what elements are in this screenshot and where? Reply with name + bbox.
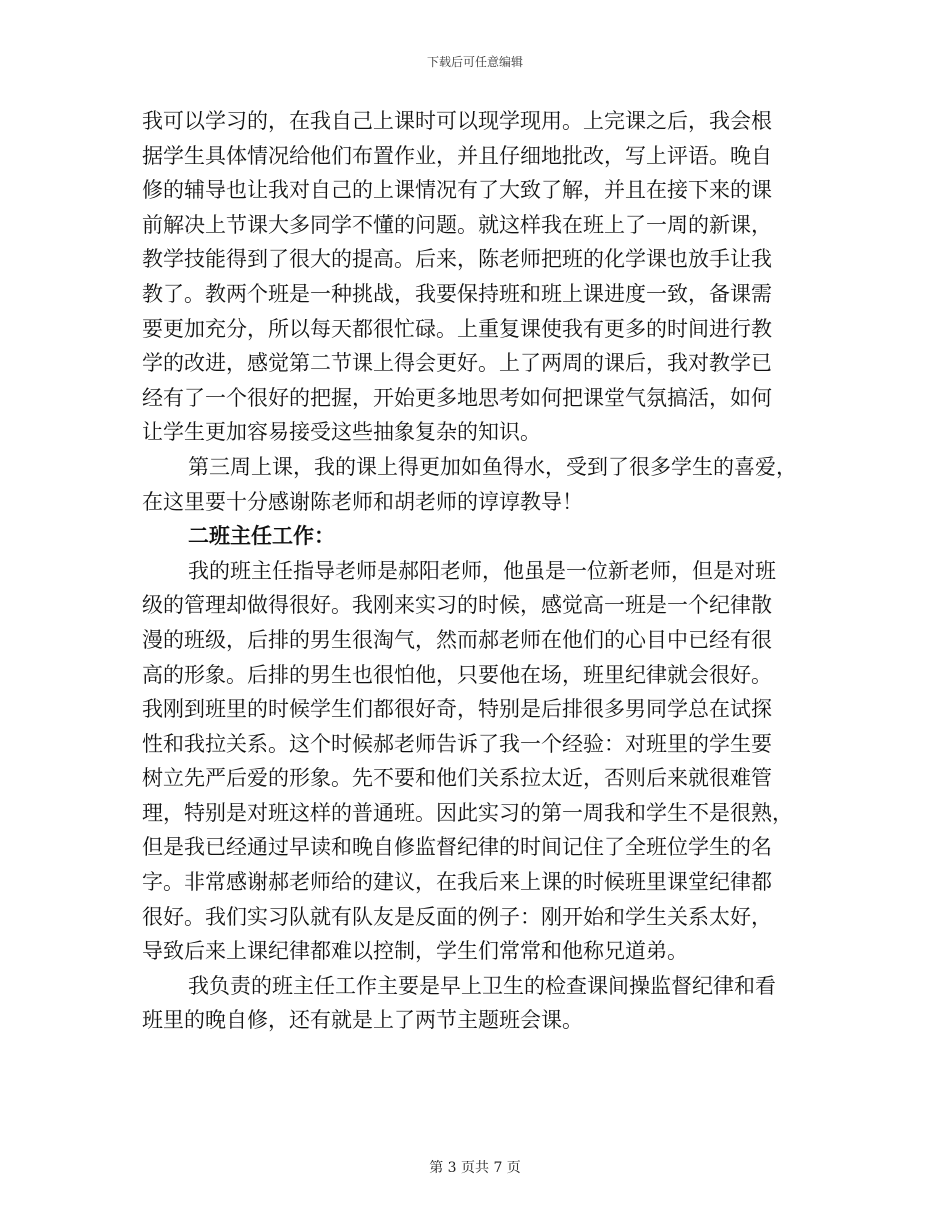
text-line: 性和我拉关系。这个时候郝老师告诉了我一个经验：对班里的学生要	[142, 731, 772, 756]
text-line: 级的管理却做得很好。我刚来实习的时候，感觉高一班是一个纪律散	[142, 593, 772, 618]
body-text	[142, 104, 810, 1038]
text-line: 在这里要十分感谢陈老师和胡老师的谆谆教导！	[142, 489, 583, 514]
text-line: 字。非常感谢郝老师给的建议，在我后来上课的时候班里课堂纪律都	[142, 870, 772, 895]
text-line: 树立先严后爱的形象。先不要和他们关系拉太近，否则后来就很难管	[142, 766, 772, 791]
text-line: 我刚到班里的时候学生们都很好奇，特别是后排很多男同学总在试探	[142, 697, 772, 722]
page-header: 下载后可任意编辑	[426, 55, 523, 69]
page-footer: 第 3 页共 7 页	[429, 1160, 521, 1176]
text-line: 很好。我们实习队就有队友是反面的例子：刚开始和学生关系太好，	[142, 904, 772, 929]
text-line: 第三周上课，我的课上得更加如鱼得水，受到了很多学生的喜爱，	[188, 454, 797, 479]
text-line: 我负责的班主任工作主要是早上卫生的检查课间操监督纪律和看	[188, 973, 776, 998]
text-line: 前解决上节课大多同学不懂的问题。就这样我在班上了一周的新课，	[142, 212, 772, 237]
text-line: 经有了一个很好的把握，开始更多地思考如何把课堂气氛搞活，如何	[142, 385, 772, 410]
text-line: 但是我已经通过早读和晚自修监督纪律的时间记住了全班位学生的名	[142, 835, 772, 860]
text-line: 教了。教两个班是一种挑战，我要保持班和班上课进度一致，备课需	[142, 281, 772, 306]
text-line: 漫的班级，后排的男生很淘气，然而郝老师在他们的心目中已经有很	[142, 627, 772, 652]
text-line: 教学技能得到了很大的提高。后来，陈老师把班的化学课也放手让我	[142, 247, 772, 272]
text-line: 修的辅导也让我对自己的上课情况有了大致了解，并且在接下来的课	[142, 178, 772, 203]
text-line: 让学生更加容易接受这些抽象复杂的知识。	[142, 420, 541, 445]
text-line: 我的班主任指导老师是郝阳老师，他虽是一位新老师，但是对班	[188, 558, 776, 583]
text-line: 我可以学习的，在我自己上课时可以现学现用。上完课之后，我会根	[142, 109, 772, 133]
section-heading: 二班主任工作：	[188, 523, 335, 549]
text-line: 学的改进，感觉第二节课上得会更好。上了两周的课后，我对教学已	[142, 351, 772, 376]
text-line: 要更加充分，所以每天都很忙碌。上重复课使我有更多的时间进行教	[142, 316, 772, 341]
text-line: 高的形象。后排的男生也很怕他，只要他在场，班里纪律就会很好。	[142, 662, 772, 687]
text-line: 班里的晚自修，还有就是上了两节主题班会课。	[142, 1008, 583, 1033]
text-line: 理，特别是对班这样的普通班。因此实习的第一周我和学生不是很熟，	[142, 800, 793, 825]
text-line: 导致后来上课纪律都难以控制，学生们常常和他称兄道弟。	[142, 939, 688, 964]
text-line: 据学生具体情况给他们布置作业，并且仔细地批改，写上评语。晚自	[142, 143, 772, 168]
